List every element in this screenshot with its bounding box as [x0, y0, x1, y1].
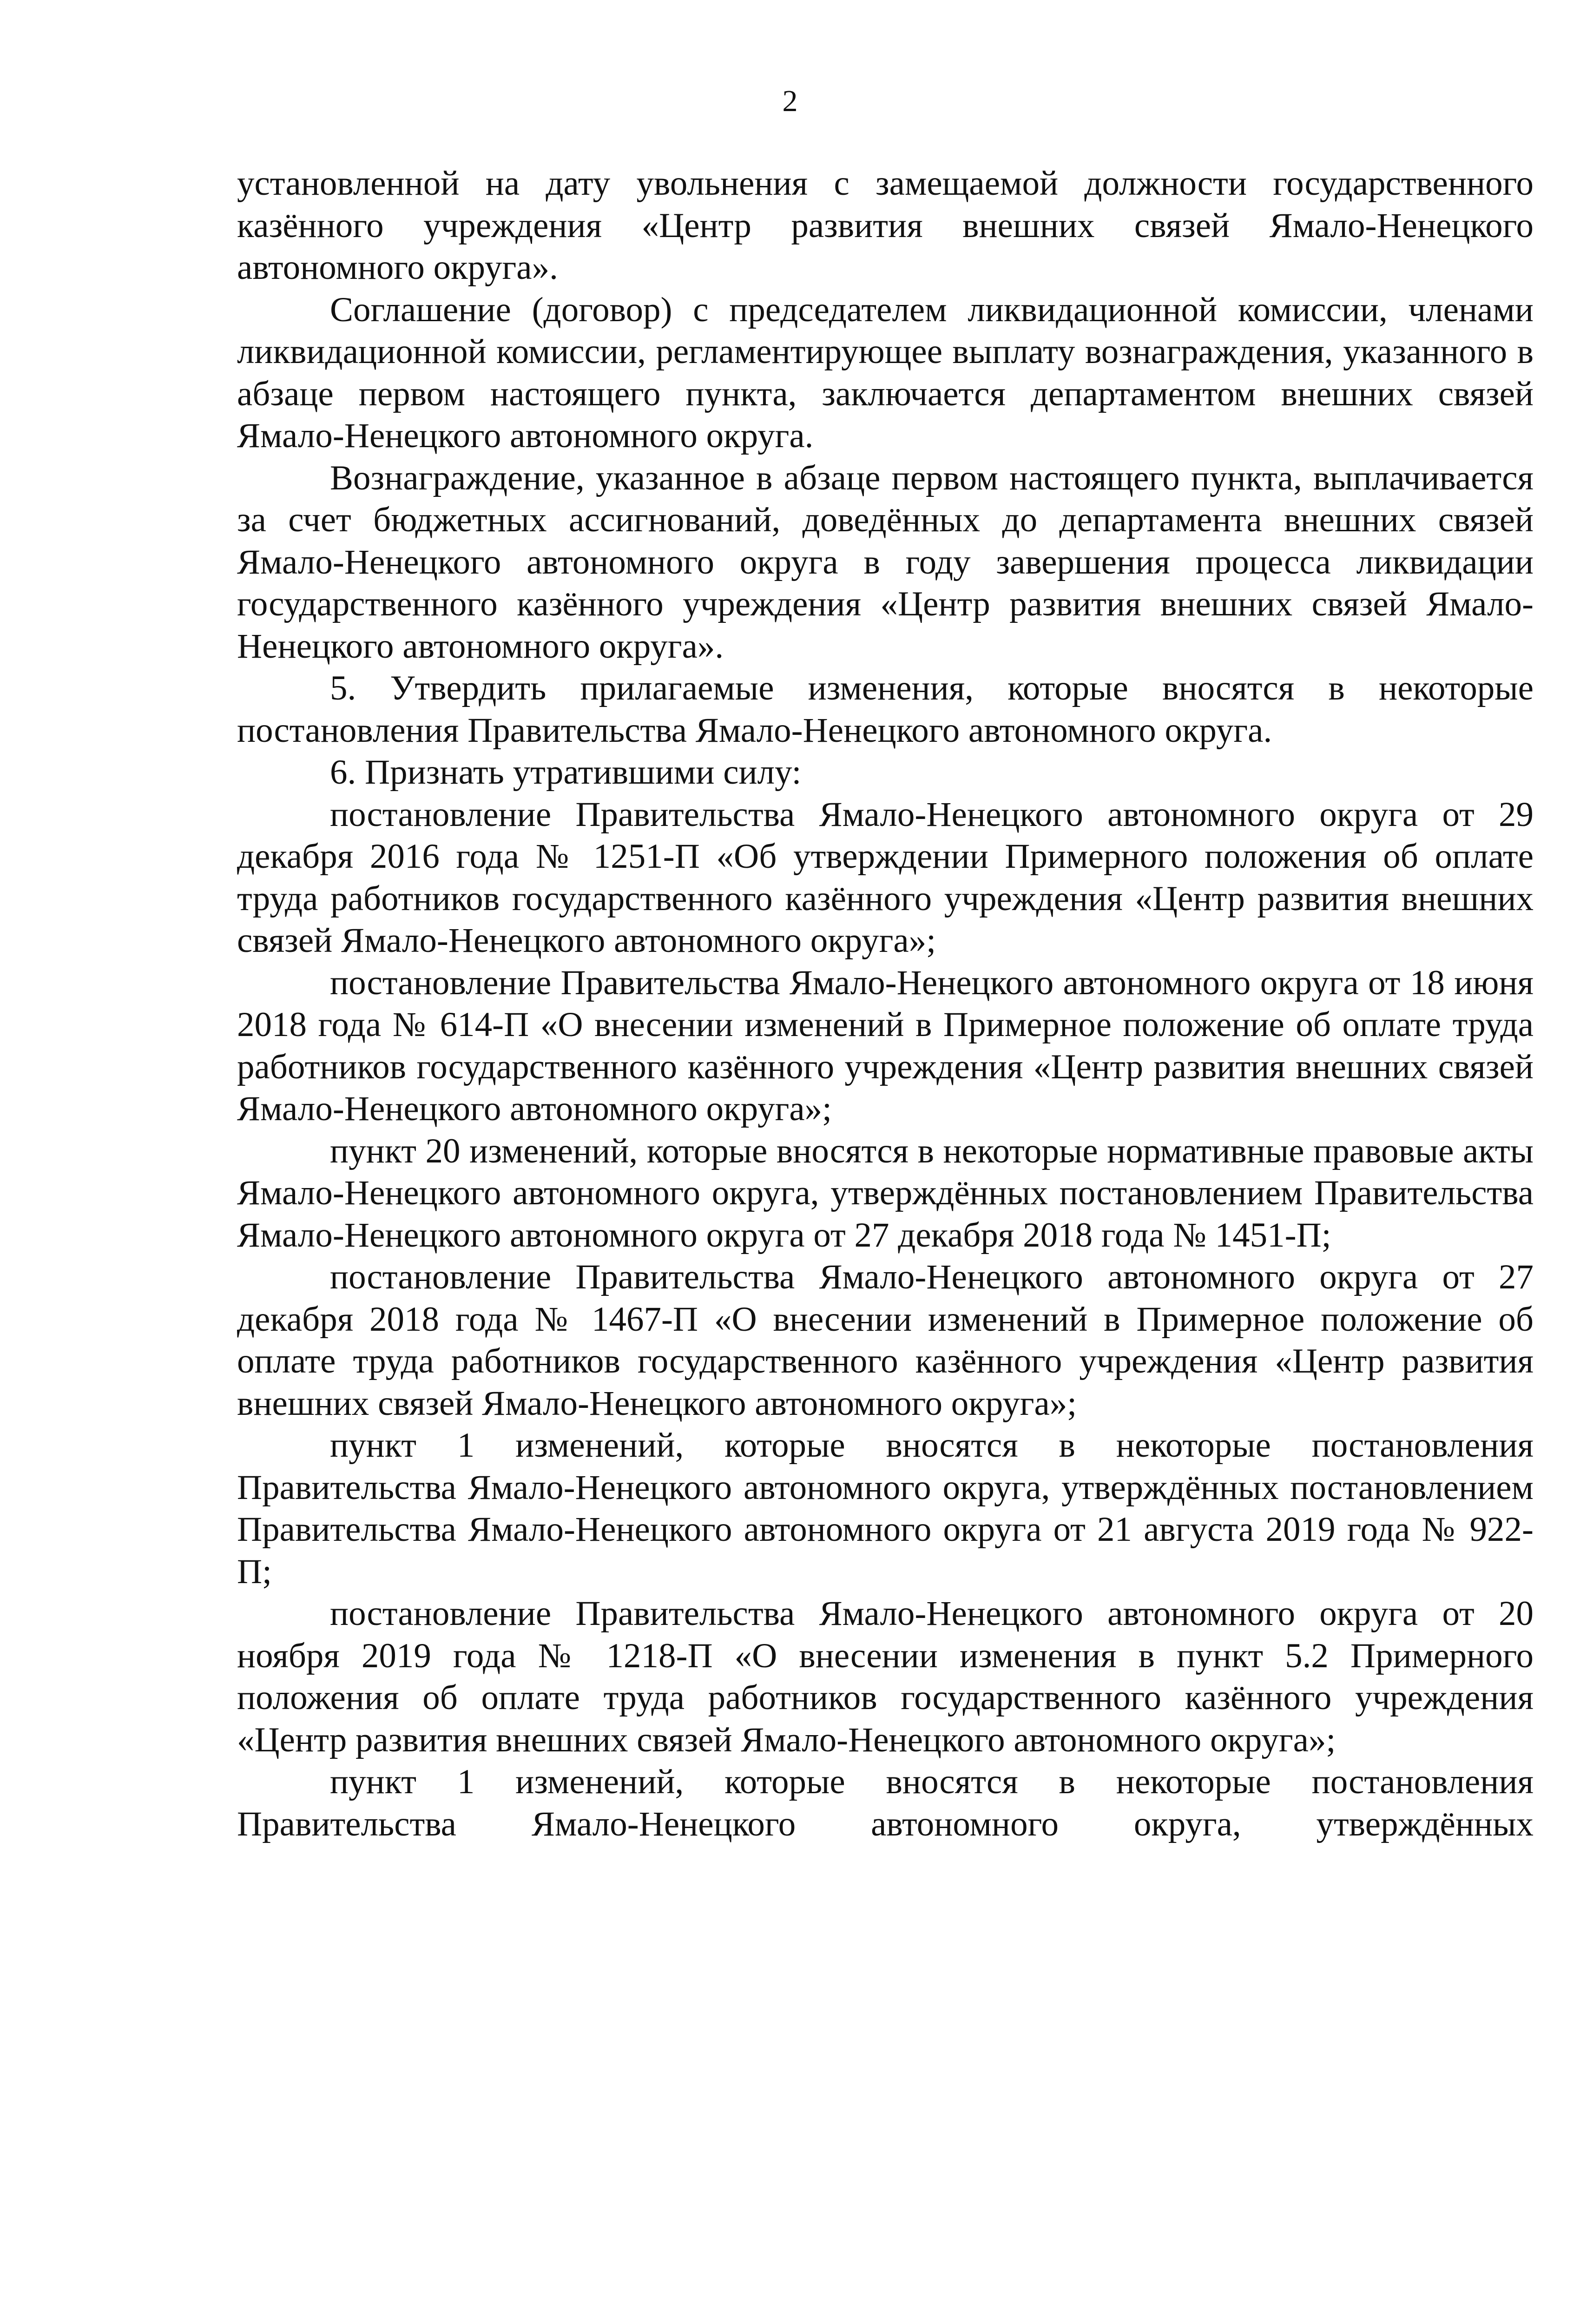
- paragraph-award-payment: Вознаграждение, указанное в абзаце первом настоящего пункта, выплачивается за счет бюджетных ассигнований, доведённых до департамента внешних связей Ямало-Ненецкого автономного округа в году завершения процесса ликвидации государственного казённого учреждения «Центр развития внешних связей Ямало-Ненецкого автономного округа».: [237, 458, 1534, 666]
- document-body: [237, 163, 1534, 1845]
- paragraph-agreement: Соглашение (договор) с председателем ликвидационной комиссии, членами ликвидационной комиссии, регламентирующее выплату вознаграждения, указанного в абзаце первом настоящего пункта, заключается департаментом внешних связей Ямало-Ненецкого автономного округа.: [237, 290, 1534, 455]
- repealed-act-614-p: постановление Правительства Ямало-Ненецкого автономного округа от 18 июня 2018 года № 614-П «О внесении изменений в Примерное положение об оплате труда работников государственного казённого учреждения «Центр развития внешних связей Ямало-Ненецкого автономного округа»;: [237, 963, 1534, 1128]
- paragraph-item-6: 6. Признать утратившими силу:: [330, 753, 802, 792]
- repealed-item-1-act-922-p: пункт 1 изменений, которые вносятся в некоторые постановления Правительства Ямало-Ненецкого автономного округа, утверждённых постановлением Правительства Ямало-Ненецкого автономного округа от 21 августа 2019 года № 922-П;: [237, 1426, 1534, 1591]
- repealed-item-1-continuing: пункт 1 изменений, которые вносятся в некоторые постановления Правительства Ямало-Ненецкого автономного округа, утверждённых: [237, 1763, 1534, 1843]
- repealed-act-1467-p: постановление Правительства Ямало-Ненецкого автономного округа от 27 декабря 2018 года № 1467-П «О внесении изменений в Примерное положение об оплате труда работников государственного казённого учреждения «Центр развития внешних связей Ямало-Ненецкого автономного округа»;: [237, 1258, 1534, 1423]
- page-number: 2: [782, 84, 798, 118]
- repealed-act-1218-p: постановление Правительства Ямало-Ненецкого автономного округа от 20 ноября 2019 года № 1218-П «О внесении изменения в пункт 5.2 Примерного положения об оплате труда работников государственного казённого учреждения «Центр развития внешних связей Ямало-Ненецкого автономного округа»;: [237, 1594, 1534, 1759]
- paragraph-award-continuation: установленной на дату увольнения с замещаемой должности государственного казённого учреждения «Центр развития внешних связей Ямало-Ненецкого автономного округа».: [237, 164, 1534, 287]
- repealed-item-20-act-1451-p: пункт 20 изменений, которые вносятся в некоторые нормативные правовые акты Ямало-Ненецкого автономного округа, утверждённых постановлением Правительства Ямало-Ненецкого автономного округа от 27 декабря 2018 года № 1451-П;: [237, 1131, 1534, 1254]
- repealed-act-1251-p: постановление Правительства Ямало-Ненецкого автономного округа от 29 декабря 2016 года № 1251-П «Об утверждении Примерного положения об оплате труда работников государственного казённого учреждения «Центр развития внешних связей Ямало-Ненецкого автономного округа»;: [237, 795, 1534, 960]
- paragraph-item-5: 5. Утвердить прилагаемые изменения, которые вносятся в некоторые постановления Правительства Ямало-Ненецкого автономного округа.: [237, 669, 1534, 750]
